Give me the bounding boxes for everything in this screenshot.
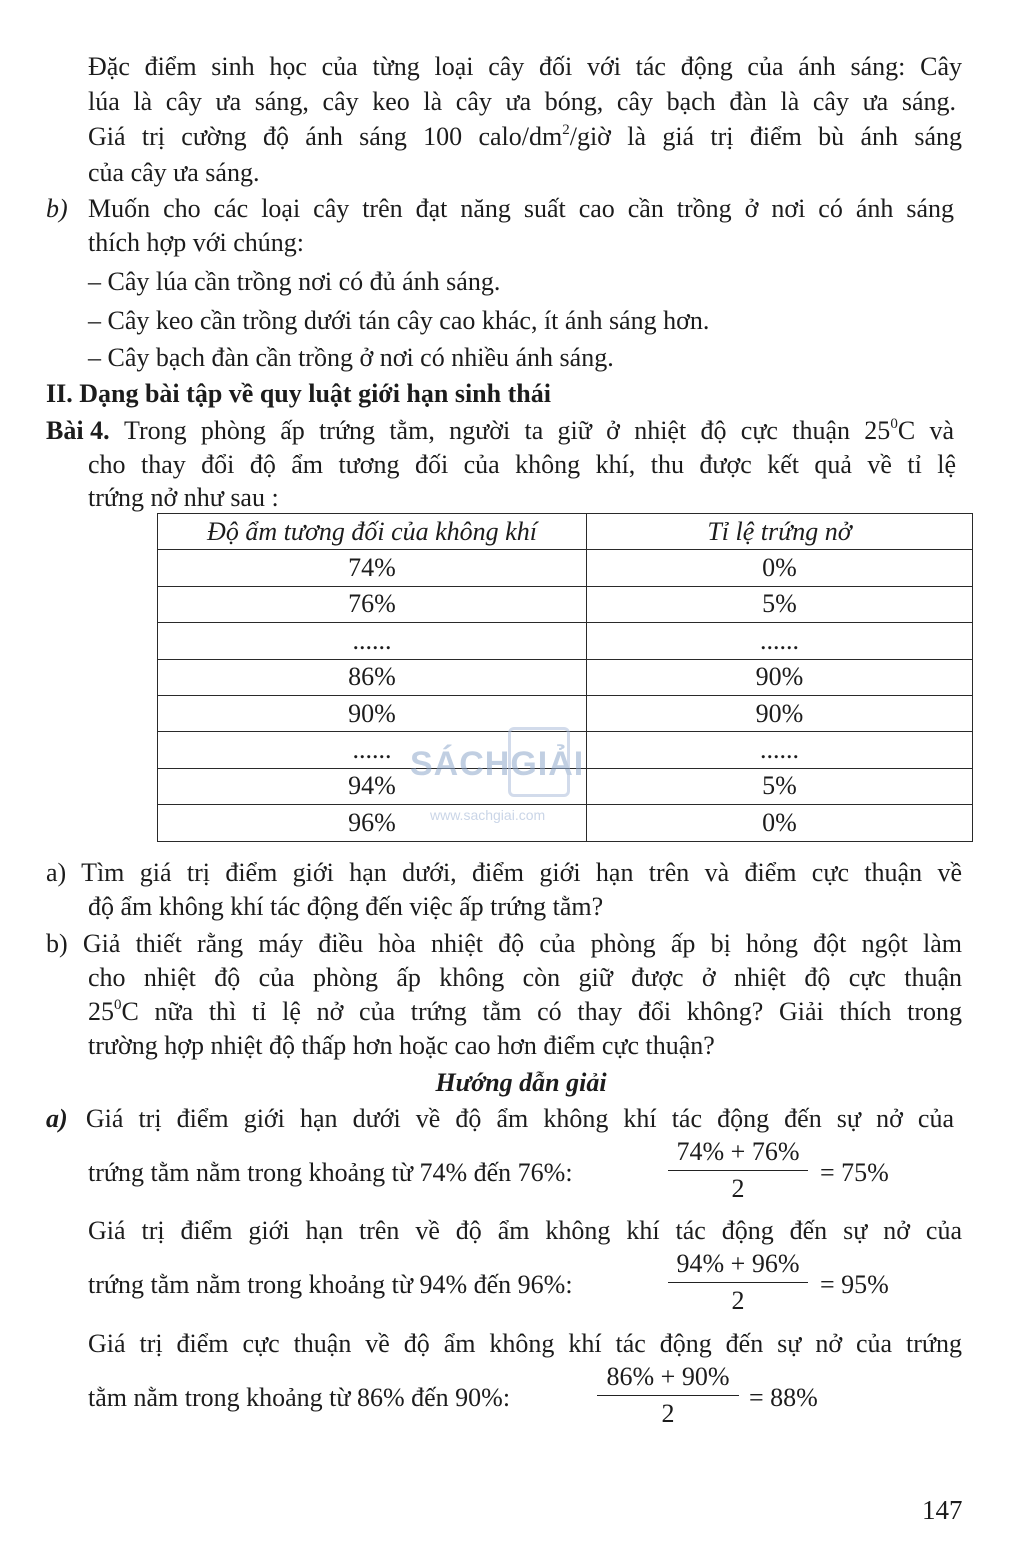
fraction-numerator: 74% + 76% [676,1137,800,1166]
intro-line-2: lúa là cây ưa sáng, cây keo là cây ưa bóng, cây bạch đàn là cây ưa sáng. [88,87,956,116]
table-row [158,805,973,841]
question-b-line-3-sup: 0 [114,997,122,1013]
page-number: 147 [922,1495,963,1525]
table-cell: 90% [587,659,973,695]
question-a-line-2: độ ẩm không khí tác động đến việc ấp trứng tằm? [88,892,604,921]
table-row [158,732,973,768]
table-cell: ...... [587,623,973,659]
intro-line-3-post: /giờ là giá trị điểm bù ánh sáng [569,122,962,151]
solution-p1-line-2: trứng tằm nằm trong khoảng từ 74% đến 76%: [88,1158,573,1187]
table-row [158,695,973,731]
result-lower-limit: = 75% [820,1158,889,1187]
fraction-bar [668,1170,808,1171]
fraction-optimum [597,1361,739,1430]
question-b-line-3-pre: 25 [88,997,114,1026]
part-b-line-1 [46,192,954,226]
part-b-item-3: – Cây bạch đàn cần trồng ở nơi có nhiều ánh sáng. [88,343,614,372]
exercise-text-1 [124,414,954,448]
question-b-line-3 [88,995,962,1029]
exercise-line-3: trứng nở như sau : [88,483,279,512]
fraction-denominator: 2 [731,1174,745,1203]
question-b-line-2: cho nhiệt độ của phòng ấp không còn giữ được ở nhiệt độ cực thuận [88,963,962,992]
solution-p2-line-1: Giá trị điểm giới hạn trên về độ ẩm không khí tác động đến sự nở của [88,1216,962,1245]
table-row [158,586,973,622]
exercise-text-1-post: C và [897,416,954,445]
table-cell: ...... [158,623,587,659]
table-header-hatch-rate: Tỉ lệ trứng nở [587,514,973,550]
fraction-lower-limit [668,1136,808,1205]
table-header-humidity: Độ ẩm tương đối của không khí [158,514,587,550]
fraction-denominator: 2 [661,1399,675,1428]
table-cell: ...... [158,732,587,768]
table-cell: 94% [158,768,587,804]
exercise-text-1-pre: Trong phòng ấp trứng tằm, người ta giữ ở nhiệt độ cực thuận 25 [124,416,891,445]
question-a-line-1: a) Tìm giá trị điểm giới hạn dưới, điểm giới hạn trên và điểm cực thuận về [46,858,962,887]
solution-a-label: a) [46,1104,68,1133]
humidity-table [157,513,973,842]
table-cell: 0% [587,805,973,841]
part-b-item-1: – Cây lúa cần trồng nơi có đủ ánh sáng. [88,267,501,296]
part-b-line-2: thích hợp với chúng: [88,228,304,257]
table-cell: ...... [587,732,973,768]
table-row [158,768,973,804]
exercise-label: Bài 4. [46,416,110,445]
section-heading: II. Dạng bài tập về quy luật giới hạn sinh thái [46,379,551,408]
question-b-line-3-post: C nữa thì tỉ lệ nở của trứng tằm có thay đổi không? Giải thích trong [121,997,962,1026]
solution-heading-text: Hướng dẫn giải [435,1068,607,1097]
table-cell: 86% [158,659,587,695]
fraction-upper-limit [668,1248,808,1317]
table-cell: 0% [587,550,973,586]
part-b-text: Muốn cho các loại cây trên đạt năng suất cao cần trồng ở nơi có ánh sáng [88,194,954,223]
fraction-bar [597,1395,739,1396]
intro-line-1: Đặc điểm sinh học của từng loại cây đối với tác động của ánh sáng: Cây [88,52,962,81]
solution-heading [0,1066,1024,1100]
fraction-numerator: 86% + 90% [606,1362,730,1391]
table-cell: 76% [158,586,587,622]
watermark-brand: SÁCHGIẢI [410,745,585,783]
intro-line-4: của cây ưa sáng. [88,158,260,187]
question-b-line-1: b) Giả thiết rằng máy điều hòa nhiệt độ của phòng ấp bị hỏng đột ngột làm [46,929,962,958]
result-upper-limit: = 95% [820,1270,889,1299]
solution-p3-line-1: Giá trị điểm cực thuận về độ ẩm không khí tác động đến sự nở của trứng [88,1329,962,1358]
table-header-row [158,514,973,550]
question-b-line-4: trường hợp nhiệt độ thấp hơn hoặc cao hơn điểm cực thuận? [88,1031,715,1060]
table-cell: 90% [587,695,973,731]
solution-p3-line-2: tằm nằm trong khoảng từ 86% đến 90%: [88,1383,511,1412]
table-cell: 5% [587,768,973,804]
intro-line-3-sup: 2 [562,122,570,138]
fraction-bar [668,1282,808,1283]
intro-line-3 [88,120,962,154]
table-cell: 90% [158,695,587,731]
table-row [158,659,973,695]
intro-line-3-pre: Giá trị cường độ ánh sáng 100 calo/dm [88,122,563,151]
solution-p2-line-2: trứng tằm nằm trong khoảng từ 94% đến 96%: [88,1270,573,1299]
result-optimum: = 88% [749,1383,818,1412]
exercise-text-1-sup: 0 [890,416,898,432]
watermark-url: www.sachgiai.com [430,807,546,823]
table-row [158,550,973,586]
table-cell: 5% [587,586,973,622]
solution-p1-text: Giá trị điểm giới hạn dưới về độ ẩm không khí tác động đến sự nở của [85,1104,954,1133]
table-cell: 96% [158,805,587,841]
exercise-line-1 [46,414,954,448]
fraction-numerator: 94% + 96% [676,1249,800,1278]
table-cell: 74% [158,550,587,586]
fraction-denominator: 2 [731,1286,745,1315]
part-b-label: b) [46,194,68,223]
table-row [158,623,973,659]
part-b-item-2: – Cây keo cần trồng dưới tán cây cao khác, ít ánh sáng hơn. [88,306,710,335]
solution-p1-line-1 [46,1102,954,1136]
exercise-line-2: cho thay đổi độ ẩm tương đối của không khí, thu được kết quả về tỉ lệ [88,450,956,479]
